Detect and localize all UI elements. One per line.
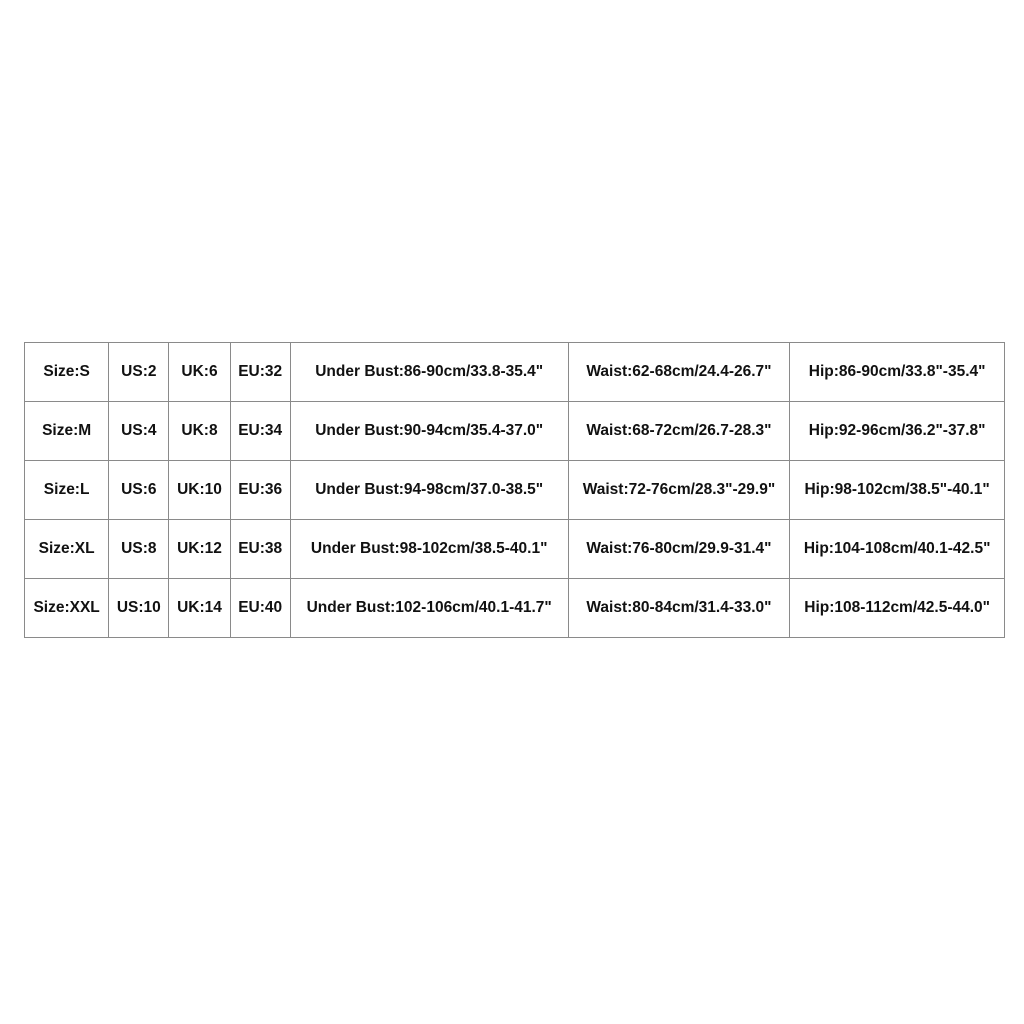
size-cell: Size:S [25,343,109,402]
size-chart-body [25,343,1005,638]
table-row [25,402,1005,461]
hip-cell: Hip:92-96cm/36.2"-37.8" [790,402,1005,461]
eu-size-cell: EU:34 [230,402,290,461]
uk-size-cell: UK:12 [169,520,230,579]
eu-size-cell: EU:38 [230,520,290,579]
table-row [25,579,1005,638]
us-size-cell: US:10 [109,579,169,638]
uk-size-cell: UK:10 [169,461,230,520]
under-bust-cell: Under Bust:94-98cm/37.0-38.5" [290,461,568,520]
under-bust-cell: Under Bust:98-102cm/38.5-40.1" [290,520,568,579]
waist-cell: Waist:68-72cm/26.7-28.3" [568,402,790,461]
hip-cell: Hip:86-90cm/33.8"-35.4" [790,343,1005,402]
under-bust-cell: Under Bust:86-90cm/33.8-35.4" [290,343,568,402]
hip-cell: Hip:108-112cm/42.5-44.0" [790,579,1005,638]
waist-cell: Waist:72-76cm/28.3"-29.9" [568,461,790,520]
table-row [25,520,1005,579]
table-row [25,461,1005,520]
us-size-cell: US:2 [109,343,169,402]
uk-size-cell: UK:14 [169,579,230,638]
under-bust-cell: Under Bust:90-94cm/35.4-37.0" [290,402,568,461]
waist-cell: Waist:80-84cm/31.4-33.0" [568,579,790,638]
us-size-cell: US:4 [109,402,169,461]
us-size-cell: US:6 [109,461,169,520]
hip-cell: Hip:98-102cm/38.5"-40.1" [790,461,1005,520]
hip-cell: Hip:104-108cm/40.1-42.5" [790,520,1005,579]
eu-size-cell: EU:32 [230,343,290,402]
size-cell: Size:M [25,402,109,461]
eu-size-cell: EU:40 [230,579,290,638]
waist-cell: Waist:76-80cm/29.9-31.4" [568,520,790,579]
uk-size-cell: UK:8 [169,402,230,461]
size-cell: Size:XL [25,520,109,579]
uk-size-cell: UK:6 [169,343,230,402]
table-row [25,343,1005,402]
size-cell: Size:XXL [25,579,109,638]
size-chart-table [24,342,1005,638]
size-cell: Size:L [25,461,109,520]
eu-size-cell: EU:36 [230,461,290,520]
us-size-cell: US:8 [109,520,169,579]
under-bust-cell: Under Bust:102-106cm/40.1-41.7" [290,579,568,638]
waist-cell: Waist:62-68cm/24.4-26.7" [568,343,790,402]
